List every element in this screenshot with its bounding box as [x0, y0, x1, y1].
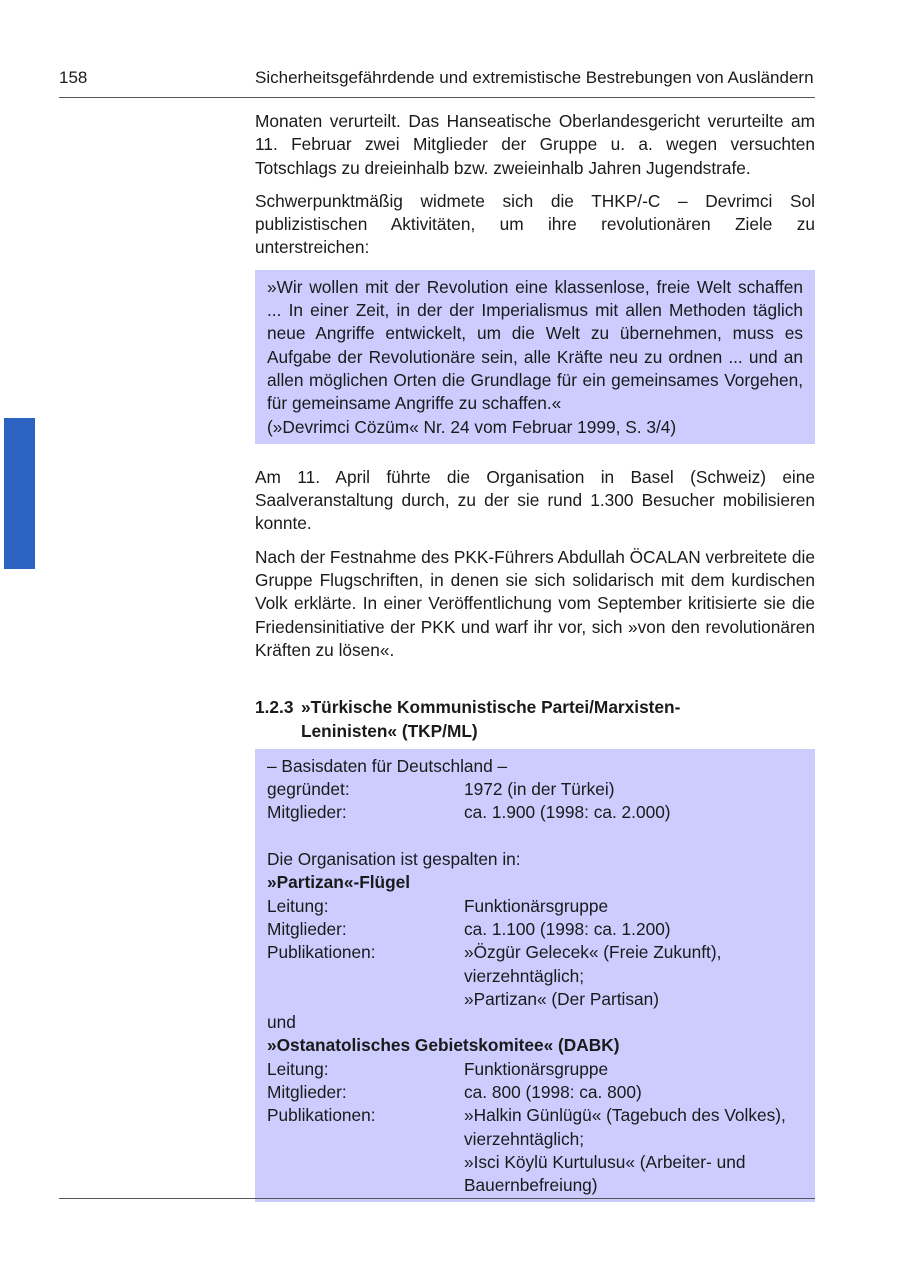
section-heading	[255, 696, 815, 743]
faction1-members-label: Mitglieder:	[267, 918, 347, 939]
section-number: 1.2.3	[255, 697, 294, 718]
row-members	[267, 801, 803, 824]
chapter-tab-marker	[4, 418, 35, 569]
members-label: Mitglieder:	[267, 802, 347, 823]
section-title-line2: Leninisten« (TKP/ML)	[301, 720, 478, 741]
faction1-name: »Partizan«-Flügel	[267, 872, 411, 893]
connector-text: und	[267, 1012, 296, 1033]
section-title-line1: »Türkische Kommunistische Partei/Marxisten-	[301, 697, 681, 718]
spacer	[267, 825, 803, 848]
paragraph-leaflets: Nach der Festnahme des PKK-Führers Abdullah ÖCALAN verbreitete die Gruppe Flugschriften, in denen sie sich solidarisch mit dem kurdischen Volk erklärte. In einer Veröffentlichung vom September kritisierte sie die Friedensinitiative der PKK und warf ihr vor, sich »von den revolutionären Kräften zu lösen«.	[255, 546, 815, 660]
page-number: 158	[59, 68, 88, 87]
faction2-members-label: Mitglieder:	[267, 1081, 347, 1102]
row-founded	[267, 778, 803, 801]
quote-text: »Wir wollen mit der Revolution eine klassenlose, freie Welt schaffen ... In einer Zeit, in der der Imperialismus mit allen Methoden täglich neue Angriffe entwickelt, um die Welt zu übernehmen, muss es Aufgabe der Revolutionäre sein, alle Kräfte neu zu ordnen ... und an allen möglichen Orten die Grundlage für ein gemeinsames Vorgehen, für gemeinsame Angriffe zu schaffen.«	[267, 276, 803, 414]
founded-label: gegründet:	[267, 779, 350, 800]
paragraph-publicity: Schwerpunktmäßig widmete sich die THKP/-C – Devrimci Sol publizistischen Aktivitäten, um ihre revolutionären Ziele zu unterstreichen:	[255, 190, 815, 258]
faction2-lead-value: Funktionärsgruppe	[464, 1058, 609, 1079]
faction1-pub2-line1: »Partizan« (Der Partisan)	[464, 988, 659, 1009]
faction2-pub1-line1: »Halkin Günlügü« (Tagebuch des Volkes),	[464, 1105, 786, 1126]
faction1-row-lead	[267, 895, 803, 918]
members-value: ca. 1.900 (1998: ca. 2.000)	[464, 802, 671, 823]
quote-box	[255, 270, 815, 444]
paragraph-basel-event: Am 11. April führte die Organisation in Basel (Schweiz) eine Saalveranstaltung durch, zu der sie rund 1.300 Besucher mobilisieren konnte.	[255, 466, 815, 534]
faction2-row-members	[267, 1081, 803, 1104]
faction1-pub1-line2: vierzehntäglich;	[464, 965, 585, 986]
faction2-pub2-line2: Bauernbefreiung)	[464, 1175, 598, 1196]
databox-heading: – Basisdaten für Deutschland –	[267, 755, 508, 776]
quote-source: (»Devrimci Cözüm« Nr. 24 vom Februar 1999, S. 3/4)	[267, 416, 677, 437]
running-header: Sicherheitsgefährdende und extremistische Bestrebungen von Ausländern	[255, 68, 814, 87]
faction1-row-members	[267, 918, 803, 941]
paragraph-verdict: Monaten verurteilt. Das Hanseatische Oberlandesgericht verurteilte am 11. Februar zwei Mitglieder der Gruppe u. a. wegen versuchten Totschlags zu dreieinhalb bzw. zweieinhalb Jahren Jugendstrafe.	[255, 111, 815, 178]
faction2-pub1-line2: vierzehntäglich;	[464, 1128, 585, 1149]
faction2-lead-label: Leitung:	[267, 1058, 329, 1079]
split-intro: Die Organisation ist gespalten in:	[267, 849, 521, 870]
faction2-row-publications	[267, 1104, 803, 1197]
faction2-row-lead	[267, 1058, 803, 1081]
main-column	[255, 110, 815, 1202]
faction1-row-publications	[267, 941, 803, 1011]
faction1-lead-label: Leitung:	[267, 895, 329, 916]
founded-value: 1972 (in der Türkei)	[464, 779, 615, 800]
footer-rule	[59, 1198, 815, 1199]
basic-data-box	[255, 749, 815, 1203]
header-rule	[59, 97, 815, 98]
faction1-lead-value: Funktionärsgruppe	[464, 895, 609, 916]
faction1-pub1-line1: »Özgür Gelecek« (Freie Zukunft),	[464, 942, 722, 963]
faction1-pubs-label: Publikationen:	[267, 942, 376, 963]
faction1-members-value: ca. 1.100 (1998: ca. 1.200)	[464, 918, 671, 939]
faction2-pubs-label: Publikationen:	[267, 1105, 376, 1126]
faction2-members-value: ca. 800 (1998: ca. 800)	[464, 1081, 642, 1102]
faction2-name: »Ostanatolisches Gebietskomitee« (DABK)	[267, 1035, 620, 1056]
faction2-pub2-line1: »Isci Köylü Kurtulusu« (Arbeiter- und	[464, 1151, 746, 1172]
faction1-pubs-list	[464, 941, 803, 1011]
faction2-pubs-list	[464, 1104, 803, 1197]
